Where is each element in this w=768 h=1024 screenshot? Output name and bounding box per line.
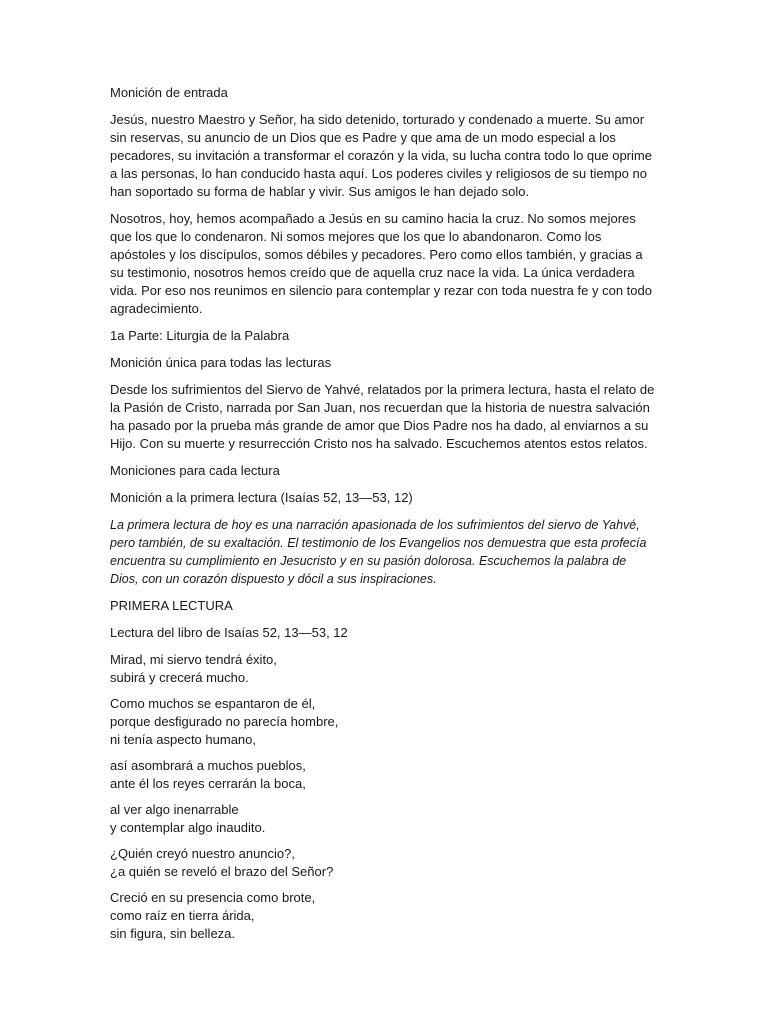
heading-moniciones-cada-lectura: Moniciones para cada lectura	[110, 463, 280, 478]
paragraph-monicion-unica: Desde los sufrimientos del Siervo de Yahvé, relatados por la primera lectura, hasta el relato de la Pasión de Cristo, narrada por San Juan, nos recuerdan que la historia de nuestra salvación ha pasado por la prueba más grande de amor que Dios Padre nos ha dado, al enviarnos a su Hijo. Con su muerte y resurrección Cristo nos ha salvado. Escuchemos atentos estos relatos.	[110, 382, 655, 451]
paragraph-monicion-primera-lectura: La primera lectura de hoy es una narración apasionada de los sufrimientos del siervo de Yahvé, pero también, de su exaltación. El testimonio de los Evangelios nos demuestra que esta profecía encuentra su cumplimiento en Jesucristo y en su pasión dolorosa. Escuchemos la palabra de Dios, con un corazón dispuesto y dócil a sus inspiraciones.	[110, 518, 647, 586]
heading-lectura-libro-isaias: Lectura del libro de Isaías 52, 13—53, 12	[110, 625, 348, 640]
verse-stanza: así asombrará a muchos pueblos, ante él los reyes cerrarán la boca,	[110, 758, 306, 791]
paragraph-monicion-entrada-2: Nosotros, hoy, hemos acompañado a Jesús en su camino hacia la cruz. No somos mejores que los que lo condenaron. Ni somos mejores que los que lo abandonaron. Como los apóstoles y los discípulos, somos débiles y pecadores. Pero como ellos también, y gracias a su testimonio, nosotros hemos creído que de aquella cruz nace la vida. La única verdadera vida. Por eso nos reunimos en silencio para contemplar y rezar con toda nuestra fe y con todo agradecimiento.	[110, 211, 652, 316]
heading-primera-parte: 1a Parte: Liturgia de la Palabra	[110, 328, 290, 343]
verse-stanza: Creció en su presencia como brote, como raíz en tierra árida, sin figura, sin belleza.	[110, 890, 316, 941]
verse-stanza: ¿Quién creyó nuestro anuncio?, ¿a quién se reveló el brazo del Señor?	[110, 846, 334, 879]
verse-stanza: al ver algo inenarrable y contemplar algo inaudito.	[110, 802, 266, 835]
heading-monicion-entrada: Monición de entrada	[110, 85, 228, 100]
heading-monicion-primera-lectura: Monición a la primera lectura (Isaías 52, 13—53, 12)	[110, 490, 413, 505]
verse-stanza: Como muchos se espantaron de él, porque desfigurado no parecía hombre, ni tenía aspecto humano,	[110, 696, 339, 747]
verse-stanza: Mirad, mi siervo tendrá éxito, subirá y crecerá mucho.	[110, 652, 277, 685]
paragraph-monicion-entrada-1: Jesús, nuestro Maestro y Señor, ha sido detenido, torturado y condenado a muerte. Su amor sin reservas, su anuncio de un Dios que es Padre y que ama de un modo especial a los pecadores, su invitación a transformar el corazón y la vida, su lucha contra todo lo que oprime a las personas, lo han conducido hasta aquí. Los poderes civiles y religiosos de su tiempo no han soportado su forma de hablar y vivir. Sus amigos le han dejado solo.	[110, 112, 652, 199]
heading-primera-lectura: PRIMERA LECTURA	[110, 598, 233, 613]
document-page	[110, 84, 658, 951]
heading-monicion-unica: Monición única para todas las lecturas	[110, 355, 332, 370]
